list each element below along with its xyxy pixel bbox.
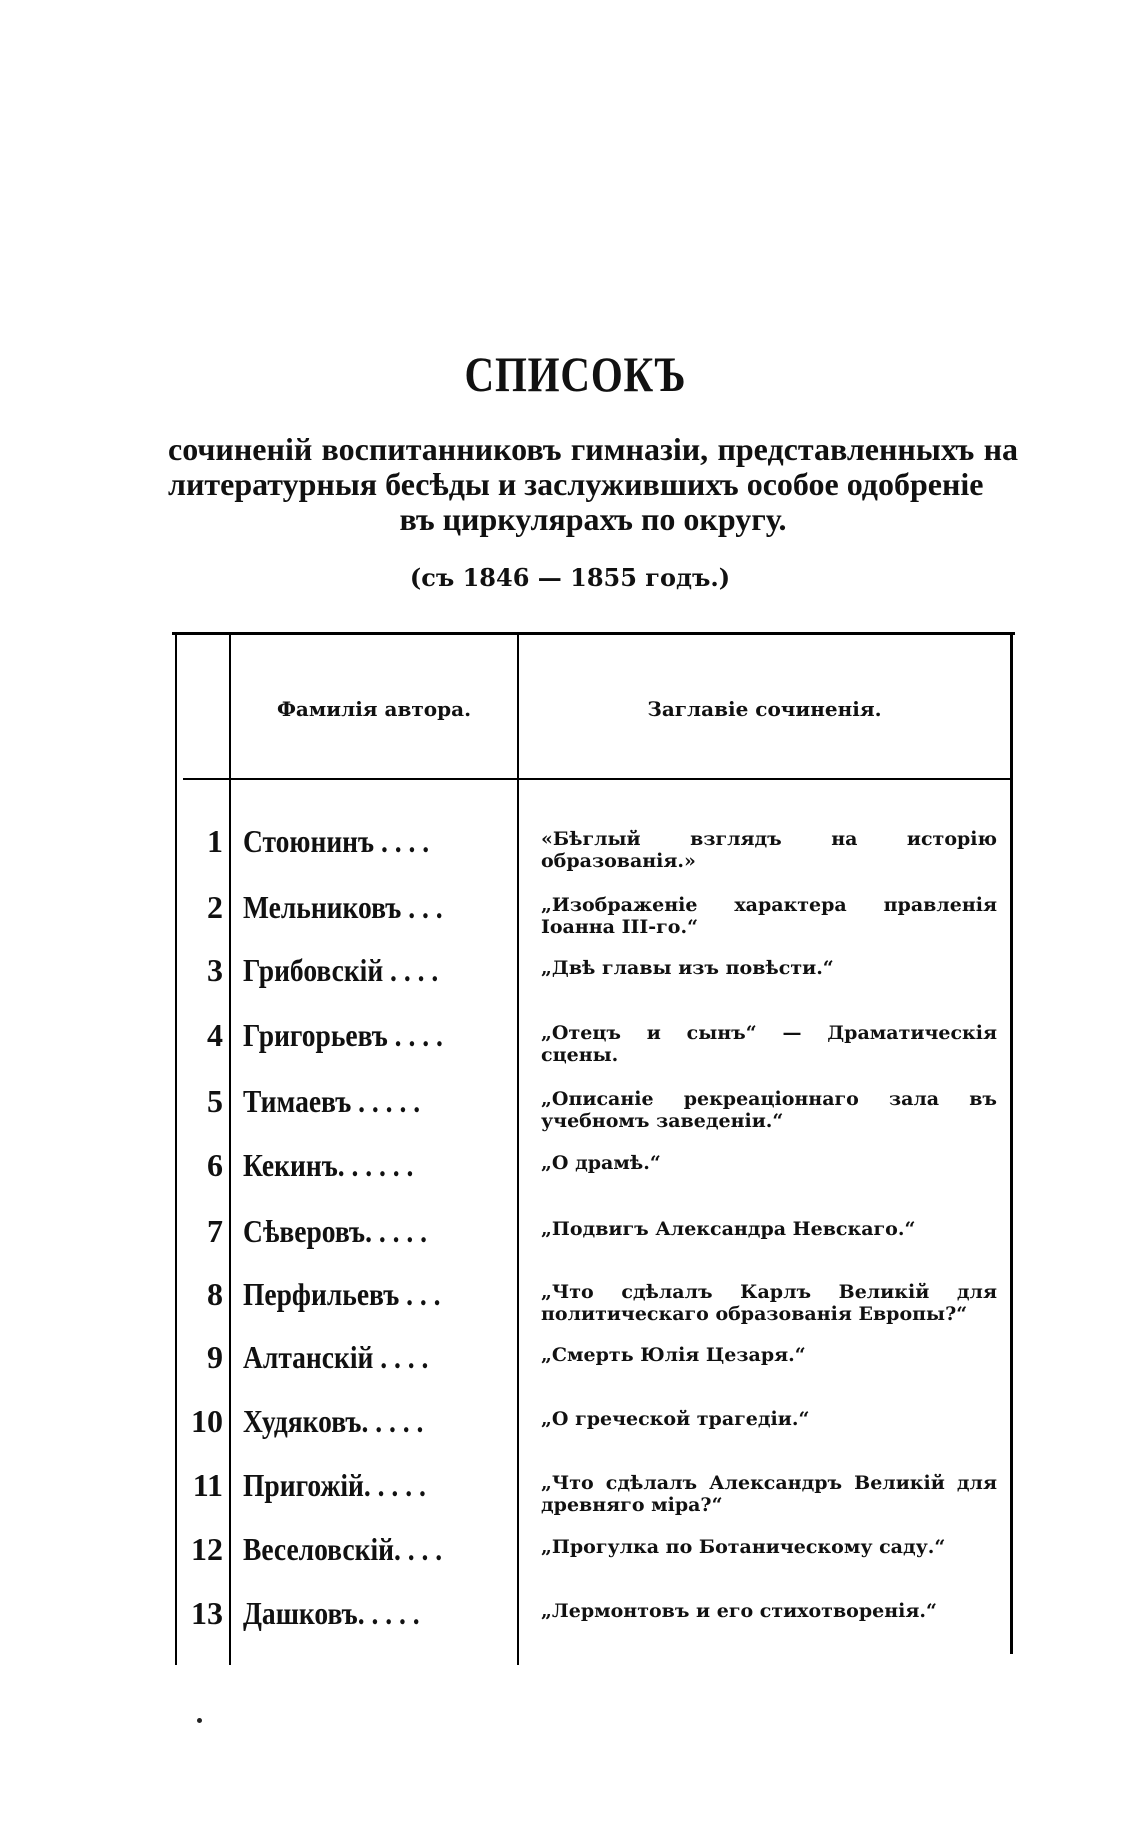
row-number: 9 xyxy=(207,1339,223,1375)
row-author: Худяковъ. . . . . xyxy=(243,1403,424,1439)
row-number: 12 xyxy=(191,1531,223,1567)
row-author: Алтанскій . . . . xyxy=(243,1339,429,1375)
row-work-title: „Изображеніе характера правленія Іоанна III-го.“ xyxy=(541,894,997,938)
row-work-title: «Бѣглый взглядъ на исторію образованія.» xyxy=(541,828,997,872)
row-number: 8 xyxy=(207,1276,223,1312)
page-title: СПИСОКЪ xyxy=(464,346,687,402)
row-author: Сѣверовъ. . . . . xyxy=(243,1213,427,1249)
row-author: Стоюнинъ . . . . xyxy=(243,823,430,859)
page-subtitle xyxy=(168,432,1018,537)
margin-mark xyxy=(197,1718,202,1723)
row-number: 10 xyxy=(191,1403,223,1439)
row-number: 2 xyxy=(207,889,223,925)
table-right-rule xyxy=(1010,632,1013,1654)
table-header-rule xyxy=(183,778,1010,780)
subtitle-last-line: въ циркулярахъ по округу. xyxy=(399,501,787,537)
row-work-title: „Двѣ главы изъ повѣсти.“ xyxy=(541,957,834,979)
row-number: 1 xyxy=(207,823,223,859)
row-work-title: „Смерть Юлія Цезаря.“ xyxy=(541,1344,806,1366)
row-author: Кекинъ. . . . . . xyxy=(243,1147,414,1183)
row-work-title: „Описаніе рекреаціоннаго зала въ учебномъ заведеніи.“ xyxy=(541,1088,997,1132)
row-work-title: „О драмѣ.“ xyxy=(541,1152,661,1174)
row-author: Пригожій. . . . . xyxy=(243,1467,426,1503)
row-number: 5 xyxy=(207,1083,223,1119)
subtitle-text: сочиненій воспитанниковъ гимназіи, представленныхъ на литературныя бесѣды и заслужившихъ особое одобреніе xyxy=(168,431,1018,502)
row-number: 11 xyxy=(192,1467,223,1503)
table-num-divider xyxy=(229,632,231,1665)
row-work-title: „Прогулка по Ботаническому саду.“ xyxy=(541,1536,946,1558)
table-col-divider xyxy=(517,632,519,1665)
row-number: 7 xyxy=(207,1213,223,1249)
row-author: Веселовскій. . . . xyxy=(243,1531,443,1567)
row-number: 13 xyxy=(191,1595,223,1631)
column-header-work: Заглавіе сочиненія. xyxy=(647,697,882,721)
row-work-title: „Что сдѣлалъ Александръ Великій для древняго міра?“ xyxy=(541,1472,997,1516)
row-work-title: „Что сдѣлалъ Карлъ Великій для политическаго образованія Европы?“ xyxy=(541,1281,997,1325)
row-author: Перфильевъ . . . xyxy=(243,1276,441,1312)
row-work-title: „Лермонтовъ и его стихотворенія.“ xyxy=(541,1600,937,1622)
table-top-rule xyxy=(172,632,1015,635)
column-header-author: Фамилія автора. xyxy=(276,697,472,721)
row-author: Григорьевъ . . . . xyxy=(243,1017,443,1053)
row-author: Тимаевъ . . . . . xyxy=(243,1083,421,1119)
row-number: 3 xyxy=(207,952,223,988)
row-author: Грибовскій . . . . xyxy=(243,952,439,988)
row-author: Дашковъ. . . . . xyxy=(243,1595,420,1631)
row-work-title: „Подвигъ Александра Невскаго.“ xyxy=(541,1218,916,1240)
row-number: 4 xyxy=(207,1017,223,1053)
row-work-title: „О греческой трагедіи.“ xyxy=(541,1408,810,1430)
row-number: 6 xyxy=(207,1147,223,1183)
row-author: Мельниковъ . . . xyxy=(243,889,443,925)
row-work-title: „Отецъ и сынъ“ — Драматическія сцены. xyxy=(541,1022,997,1066)
years-range: (съ 1846 — 1855 годъ.) xyxy=(409,563,731,592)
